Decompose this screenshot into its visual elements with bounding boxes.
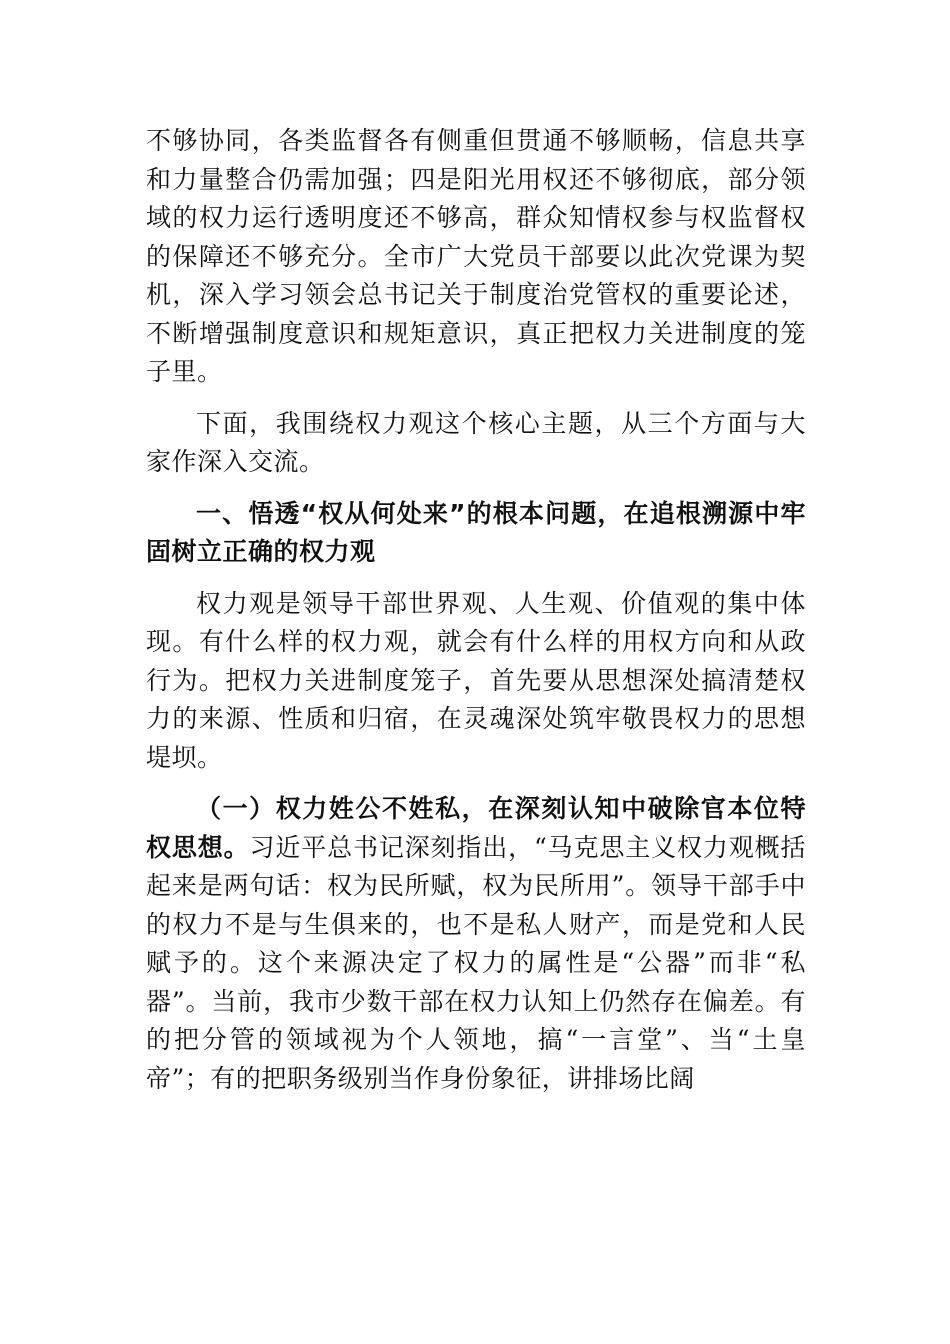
subsection-body: 习近平总书记深刻指出，“马克思主义权力观概括起来是两句话：权为民所赋，权为民所用”。领导干部手中的权力不是与生俱来的，也不是私人财产，而是党和人民赋予的。这个来源决定了权力的属性是“公器”而非“私器”。当前，我市少数干部在权力认知上仍然存在偏差。有的把分管的领域视为个人领地，搞“一言堂”、当“土皇帝”；有的把职务级别当作身份象征，讲排场比阔 bbox=[146, 832, 806, 1093]
document-page bbox=[146, 122, 806, 1111]
paragraph-power-view: 权力观是领导干部世界观、人生观、价值观的集中体现。有什么样的权力观，就会有什么样的用权方向和从政行为。把权力关进制度笼子，首先要从思想深处搞清楚权力的来源、性质和归宿，在灵魂深处筑牢敬畏权力的思想堤坝。 bbox=[146, 588, 806, 772]
subsection-heading: （一）权力姓公不姓私，在深刻认知中破除官本位特权思想。 bbox=[146, 794, 806, 862]
paragraph-intro: 下面，我围绕权力观这个核心主题，从三个方面与大家作深入交流。 bbox=[146, 408, 806, 476]
paragraph-continued: 不够协同，各类监督各有侧重但贯通不够顺畅，信息共享和力量整合仍需加强；四是阳光用权还不够彻底，部分领域的权力运行透明度还不够高，群众知情权参与权监督权的保障还不够充分。全市广大党员干部要以此次党课为契机，深入学习领会总书记关于制度治党管权的重要论述，不断增强制度意识和规矩意识，真正把权力关进制度的笼子里。 bbox=[146, 126, 806, 386]
paragraph-subsection-1 bbox=[146, 790, 806, 1098]
section-heading: 一、悟透“权从何处来”的根本问题，在追根溯源中牢固树立正确的权力观 bbox=[146, 498, 806, 566]
